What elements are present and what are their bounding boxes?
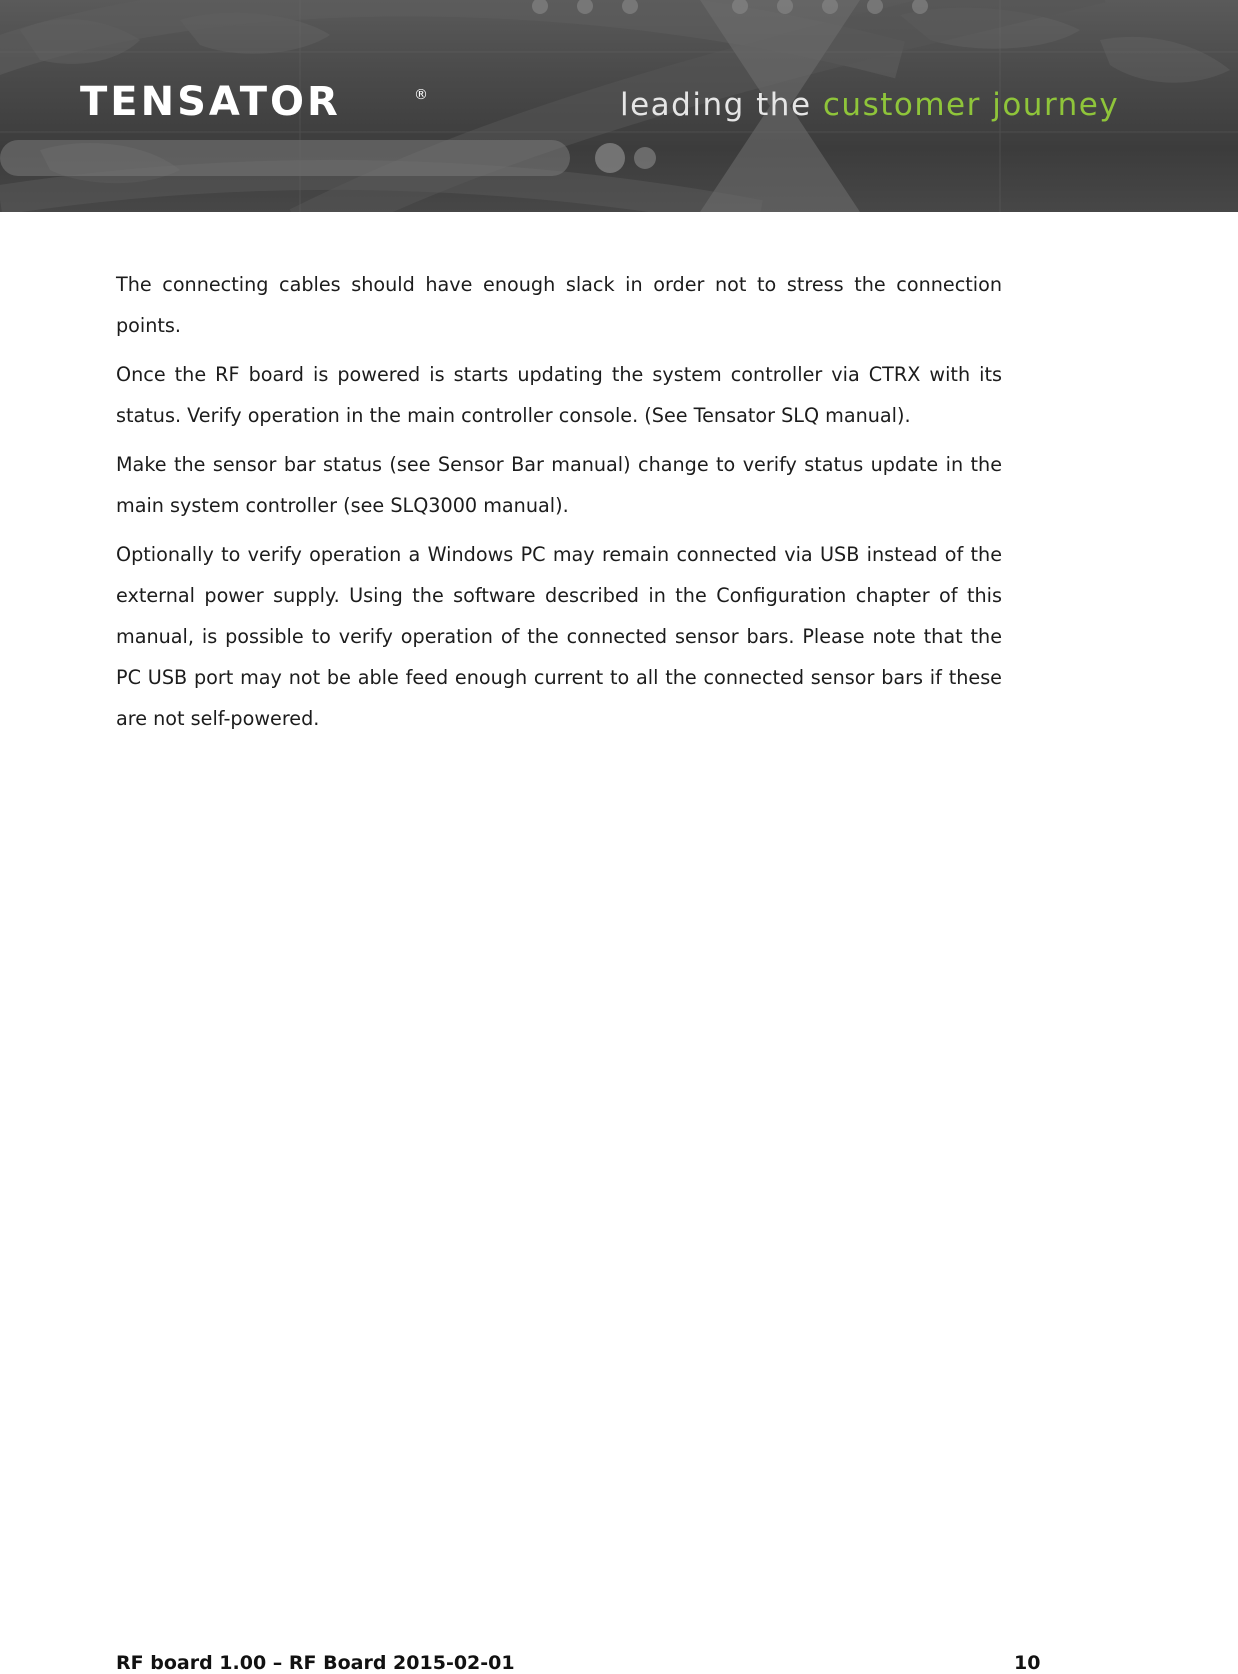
tagline-part-1: leading the [620, 87, 823, 123]
document-body [116, 264, 1002, 747]
tagline-part-2: customer journey [822, 87, 1120, 123]
tagline [620, 87, 1120, 123]
footer-document-title: RF board 1.00 – RF Board 2015-02-01 [116, 1652, 515, 1674]
header-banner [0, 0, 1238, 212]
paragraph-sensor-bar-status: Make the sensor bar status (see Sensor Bar manual) change to verify status update in the main system controller (see SLQ3000 manual). [116, 453, 1002, 517]
paragraph-rf-board-powered: Once the RF board is powered is starts updating the system controller via CTRX with its status. Verify operation in the main controller console. (See Tensator SLQ manual). [116, 363, 1002, 427]
paragraph-windows-pc-usb: Optionally to verify operation a Windows PC may remain connected via USB instead of the external power supply. Using the software described in the Configuration chapter of this manual, is possible to verify operation of the connected sensor bars. Please note that the PC USB port may not be able feed enough current to all the connected sensor bars if these are not self-powered. [116, 543, 1002, 730]
footer-page-number: 10 [1014, 1652, 1041, 1674]
brand-logo-text: TENSATOR [80, 79, 341, 125]
paragraph-cable-slack: The connecting cables should have enough slack in order not to stress the connection points. [116, 273, 1002, 337]
registered-mark: ® [414, 87, 428, 103]
